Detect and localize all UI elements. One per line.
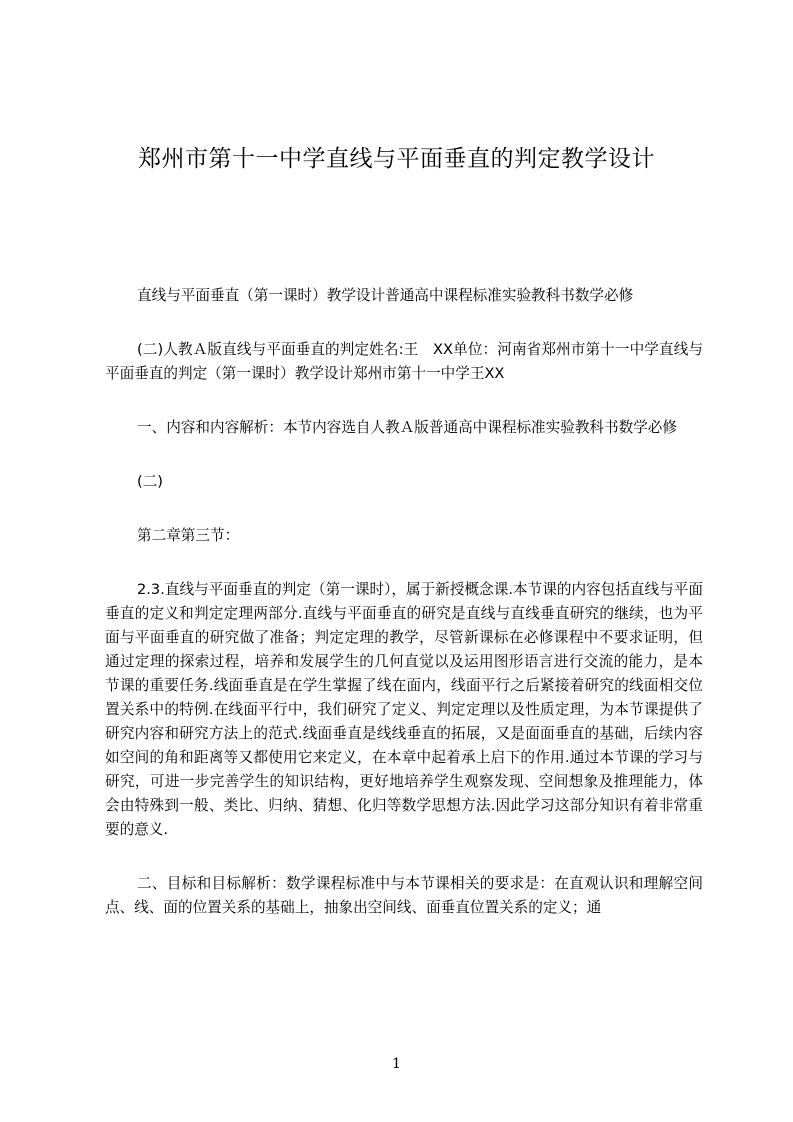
paragraph-volume: (二)	[137, 473, 163, 490]
paragraph-objectives: 二、目标和目标解析：数学课程标准中与本节课相关的要求是：在直观认识和理解空间点、线、面的位置关系的基础上，抽象出空间线、面垂直位置关系的定义；通	[105, 875, 703, 916]
paragraph-content-analysis: 一、内容和内容解析：本节内容选自人教Ａ版普通高中课程标准实验教科书数学必修	[137, 419, 677, 436]
paragraph-author-info: (二)人教Ａ版直线与平面垂直的判定姓名:王 XX单位：河南省郑州市第十一中学直线与平面垂直的判定（第一课时）教学设计郑州市第十一中学王XX	[105, 341, 703, 382]
page-number: 1	[392, 1056, 401, 1072]
document-title: 郑州市第十一中学直线与平面垂直的判定教学设计	[138, 146, 655, 172]
paragraph-section-description: 2.3.直线与平面垂直的判定（第一课时），属于新授概念课.本节课的内容包括直线与平面垂直的定义和判定定理两部分.直线与平面垂直的研究是直线与直线垂直研究的继续，也为平面与平面垂直的研究做了准备；判定定理的教学，尽管新课标在必修课程中不要求证明，但通过定理的探索过程，培养和发展学生的几何直觉以及运用图形语言进行交流的能力，是本节课的重要任务.线面垂直是在学生掌握了线在面内，线面平行之后紧接着研究的线面相交位置关系中的特例.在线面平行中，我们研究了定义、判定定理以及性质定理，为本节课提供了研究内容和研究方法上的范式.线面垂直是线线垂直的拓展，又是面面垂直的基础，后续内容如空间的角和距离等又都使用它来定义，在本章中起着承上启下的作用.通过本节课的学习与研究，可进一步完善学生的知识结构，更好地培养学生观察发现、空间想象及推理能力，体会由特殊到一般、类比、归纳、猜想、化归等数学思想方法.因此学习这部分知识有着非常重要的意义.	[105, 581, 703, 838]
paragraph-chapter: 第二章第三节：	[137, 527, 240, 544]
paragraph-intro: 直线与平面垂直（第一课时）教学设计普通高中课程标准实验教科书数学必修	[137, 287, 634, 304]
document-body	[105, 284, 703, 950]
